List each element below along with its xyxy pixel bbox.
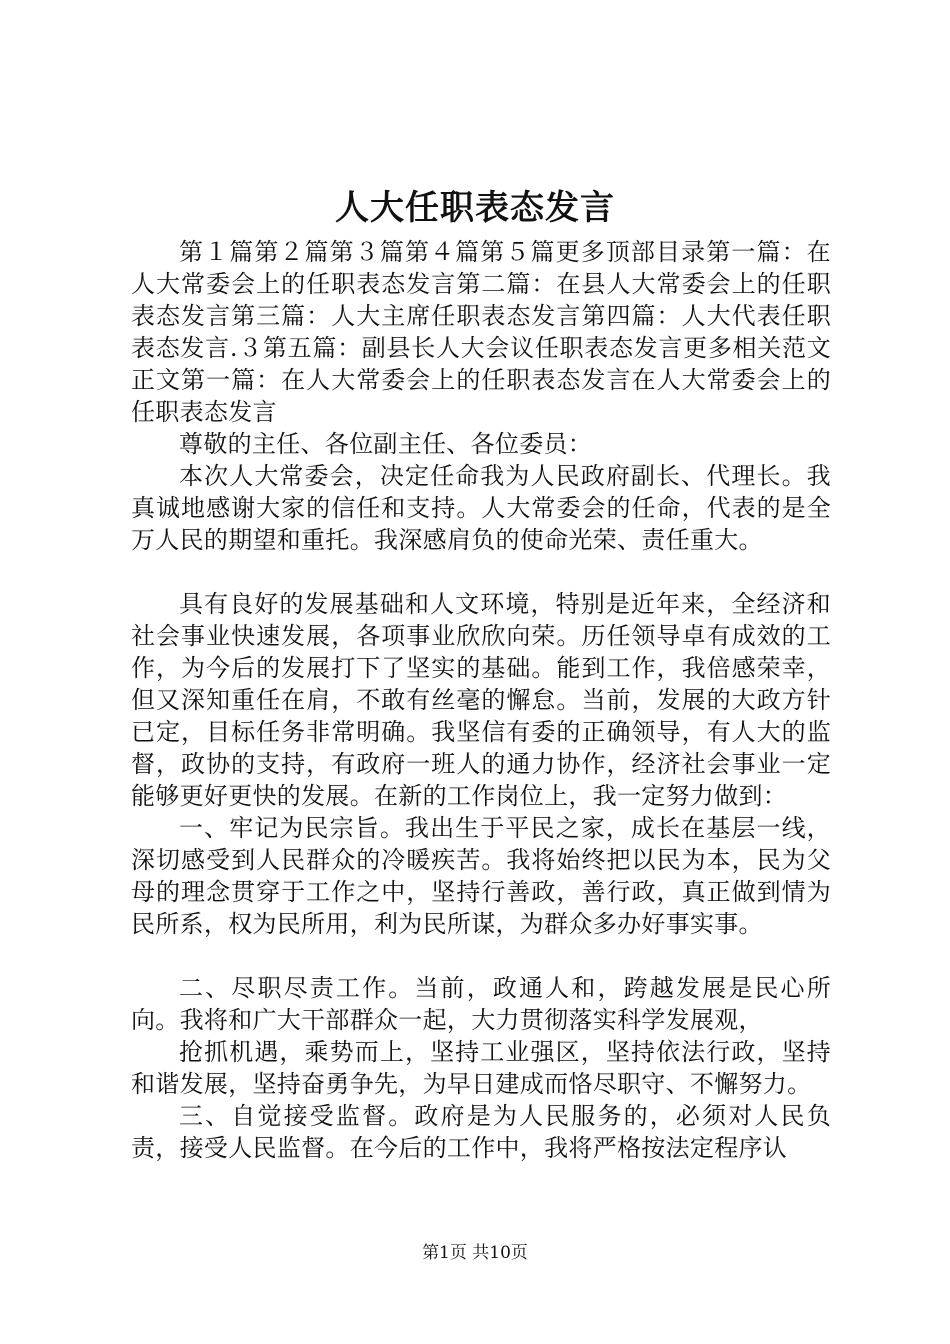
paragraph-point-three: 三、自觉接受监督。政府是为人民服务的，必须对人民负责，接受人民监督。在今后的工作中，我将严格按法定程序认 bbox=[131, 1102, 831, 1162]
paragraph-point-two-continued: 抢抓机遇，乘势而上，坚持工业强区，坚持依法行政，坚持和谐发展，坚持奋勇争先，为早日建成而恪尽职守、不懈努力。 bbox=[131, 1038, 831, 1098]
document-title: 人大任职表态发言 bbox=[335, 188, 615, 228]
paragraph-toc: 第１篇第２篇第３篇第４篇第５篇更多顶部目录第一篇：在人大常委会上的任职表态发言第二篇：在县人大常委会上的任职表态发言第三篇：人大主席任职表态发言第四篇：人大代表任职表态发言.３第五篇：副县长人大会议任职表态发言更多相关范文正文第一篇：在人大常委会上的任职表态发言在人大常委会上的任职表态发言 bbox=[131, 238, 831, 426]
paragraph-point-one: 一、牢记为民宗旨。我出生于平民之家，成长在基层一线，深切感受到人民群众的冷暖疾苦。我将始终把以民为本，民为父母的理念贯穿于工作之中，坚持行善政，善行政，真正做到情为民所系，权为民所用，利为民所谋，为群众多办好事实事。 bbox=[131, 814, 831, 938]
paragraph-appointment: 本次人大常委会，决定任命我为人民政府副长、代理长。我真诚地感谢大家的信任和支持。人大常委会的任命，代表的是全万人民的期望和重托。我深感肩负的使命光荣、责任重大。 bbox=[131, 462, 831, 554]
page-number-footer: 第1页 共10页 bbox=[422, 1243, 528, 1263]
paragraph-background: 具有良好的发展基础和人文环境，特别是近年来，全经济和社会事业快速发展，各项事业欣欣向荣。历任领导卓有成效的工作，为今后的发展打下了坚实的基础。能到工作，我倍感荣幸，但又深知重任在肩，不敢有丝毫的懈怠。当前，发展的大政方针已定，目标任务非常明确。我坚信有委的正确领导，有人大的监督，政协的支持，有政府一班人的通力协作，经济社会事业一定能够更好更快的发展。在新的工作岗位上，我一定努力做到： bbox=[131, 590, 831, 810]
paragraph-salutation: 尊敬的主任、各位副主任、各位委员： bbox=[179, 430, 593, 458]
paragraph-point-two: 二、尽职尽责工作。当前，政通人和，跨越发展是民心所向。我将和广大干部群众一起，大力贯彻落实科学发展观， bbox=[131, 974, 831, 1034]
document-body bbox=[131, 236, 831, 1164]
